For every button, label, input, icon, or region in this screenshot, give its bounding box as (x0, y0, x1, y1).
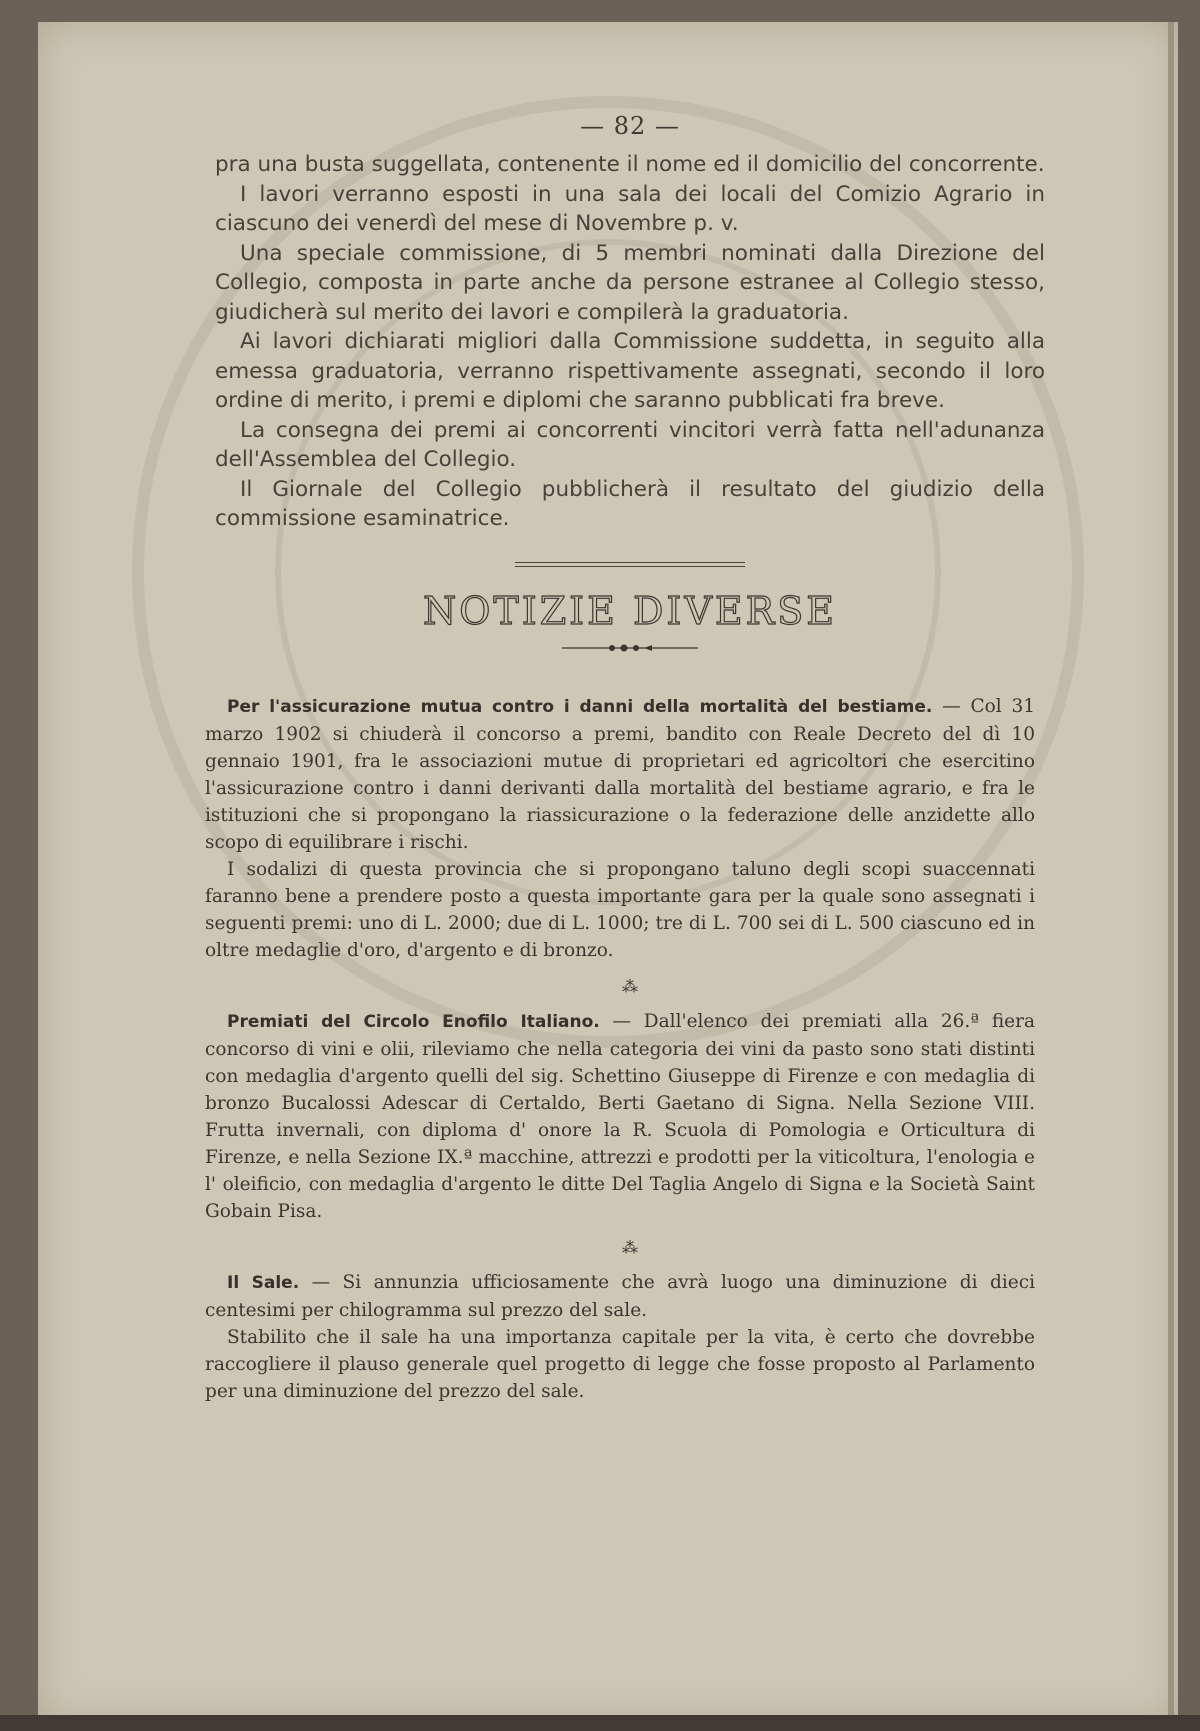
page-number: — 82 — (580, 112, 680, 140)
paragraph: La consegna dei premi ai concorrenti vincitori verrà fatta nell'adunanza dell'Assemblea del Collegio. (215, 417, 1045, 472)
section-title: NOTIZIE DIVERSE (422, 588, 838, 633)
news-item (205, 693, 1045, 964)
news-heading: Per l'assicurazione mutua contro i danni della mortalità del bestiame. (227, 696, 933, 717)
news-paragraph: I sodalizi di questa provincia che si propongano taluno degli scopi suaccennati faranno bene a prendere posto a questa importante gara per la quale sono assegnati i seguenti premi: uno di L. 2000; due di L. 1000; tre di L. 700 sei di L. 500 ciascuno ed in oltre medaglie d'oro, d'argento e di bronzo. (205, 858, 1035, 961)
paragraph: Una speciale commissione, di 5 membri nominati dalla Direzione del Collegio, composta in parte anche da persone estranee al Collegio stesso, giudicherà sul merito dei lavori e compilerà la graduatoria. (215, 240, 1045, 325)
news-paragraph (205, 1269, 1035, 1324)
news-heading: Premiati del Circolo Enofilo Italiano. (227, 1011, 600, 1032)
news-body: — Dall'elenco dei premiati alla 26.ª fiera concorso di vini e olii, rileviamo che nella categoria dei vini da pasto sono stati distinti con medaglia d'argento quelli del sig. Schettino Giuseppe di Firenze e con medaglia di bronzo Bucalossi Adescar di Certaldo, Berti Gaetano di Signa. Nella Sezione VIII. Frutta invernali, con diploma d' onore la R. Scuola di Pomologia e Orticultura di Firenze, e nella Sezione IX.ª macchine, attrezzi e prodotti per la viticoltura, l'enologia e l' oleificio, con medaglia d'argento le ditte Del Taglia Angelo di Signa e la Società Saint Gobain Pisa. (205, 1010, 1036, 1222)
news-heading: Il Sale. (227, 1272, 300, 1293)
text-column (205, 112, 1045, 1405)
news-paragraph: Stabilito che il sale ha una importanza capitale per la vita, è certo che dovrebbe raccogliere il plauso generale quel progetto di legge che fosse proposto al Parlamento per una diminuzione del prezzo del sale. (205, 1326, 1035, 1402)
news-item (205, 1008, 1045, 1225)
paragraph: pra una busta suggellata, contenente il nome ed il domicilio del concorrente. (215, 152, 1045, 177)
page-edge (1168, 22, 1174, 1722)
news-body: — Si annunzia ufficiosamente che avrà luogo una diminuzione di dieci centesimi per chilogramma sul prezzo del sale. (205, 1271, 1035, 1321)
news-body: — Col 31 marzo 1902 si chiuderà il concorso a premi, bandito con Reale Decreto del dì 10 gennaio 1901, fra le associazioni mutue di proprietari ed agricoltori che esercitino l'assicurazione contro i danni derivanti dalla mortalità del bestiame agrario, e fra le istituzioni che si propongano la riassicurazione o la federazione delle anzidette allo scopo di equilibrare i rischi. (205, 695, 1035, 853)
scan-border (0, 1715, 1200, 1731)
asterism-separator: ⁂ (622, 976, 638, 996)
paragraph: Il Giornale del Collegio pubblicherà il resultato del giudizio della commissione esaminatrice. (215, 476, 1045, 531)
news-paragraph (205, 693, 1035, 856)
intro-section (215, 150, 1045, 534)
double-rule-divider (515, 562, 745, 567)
news-paragraph (205, 1008, 1035, 1225)
ornament-divider (560, 639, 700, 655)
paragraph: I lavori verranno esposti in una sala dei locali del Comizio Agrario in ciascuno dei venerdì del mese di Novembre p. v. (215, 181, 1045, 236)
asterism-separator: ⁂ (622, 1237, 638, 1257)
news-item (205, 1269, 1045, 1405)
paragraph: Ai lavori dichiarati migliori dalla Commissione suddetta, in seguito alla emessa graduatoria, verranno rispettivamente assegnati, secondo il loro ordine di merito, i premi e diplomi che saranno pubblicati fra breve. (215, 329, 1045, 413)
